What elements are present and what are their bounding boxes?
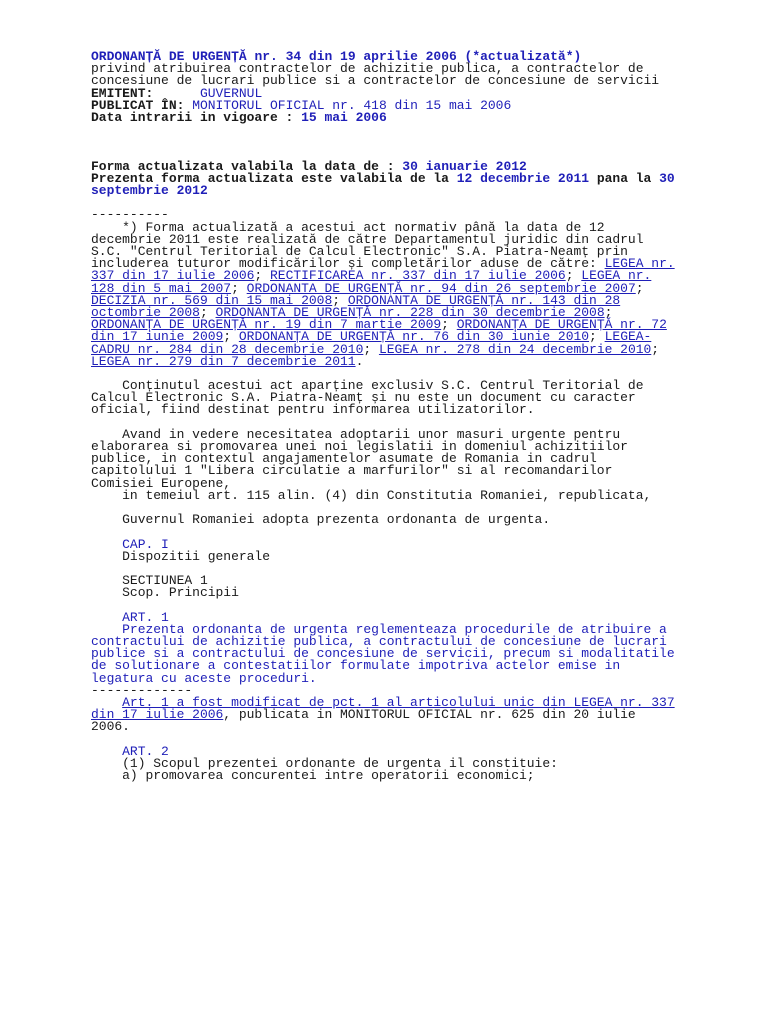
link-legea-128-b[interactable]: 128 din 5 mai 2007	[91, 280, 232, 296]
art1-line-3: publice si a contractului de concesiune de servicii, precum si modalitatile	[91, 646, 675, 662]
valabila-label: Prezenta forma actualizata este valabila de la	[91, 170, 449, 186]
note-line-11: CADRU nr. 284 din 28 decembrie 2010; LEGEA nr. 278 din 24 decembrie 2010;	[91, 341, 660, 357]
link-legea-279[interactable]: LEGEA nr. 279 din 7 decembrie 2011	[91, 353, 356, 369]
forma-label: Forma actualizata valabila la data de :	[91, 158, 395, 174]
note-line-9: ORDONANȚA DE URGENȚĂ nr. 19 din 7 martie 2009; ORDONANȚA DE URGENȚĂ nr. 72	[91, 317, 667, 333]
art2-line-2: a) promovarea concurentei intre operatorii economici;	[91, 768, 535, 784]
link-oug-143-a[interactable]: ORDONANTA DE URGENȚĂ nr. 143 din 28	[347, 292, 621, 308]
note-text: includerea tuturor modificărilor și completărilor aduse de către:	[91, 256, 597, 272]
section-title: Scop. Principii	[91, 585, 239, 601]
forma-date: 30 ianuarie 2012	[402, 158, 527, 174]
link-legea-cadru-b[interactable]: CADRU nr. 284 din 28 decembrie 2010	[91, 341, 364, 357]
subtitle-line-2: concesiune de lucrari publice si a contractelor de concesiune de servicii	[91, 73, 660, 89]
link-legea-278[interactable]: LEGEA nr. 278 din 24 decembrie 2010	[378, 341, 652, 357]
note-line-7: DECIZIA nr. 569 din 15 mai 2008; ORDONANTA DE URGENȚĂ nr. 143 din 28	[91, 292, 621, 308]
art1-mod-rest: , publicata in MONITORUL OFICIAL nr. 625 din 20 iulie	[223, 707, 636, 723]
valabila-from: 12 decembrie 2011	[456, 170, 590, 186]
valabila-to-b: septembrie 2012	[91, 183, 208, 199]
art1-mod-line-3: 2006.	[91, 719, 130, 735]
note-line-8: octombrie 2008; ORDONANTA DE URGENȚĂ nr. 228 din 30 decembrie 2008;	[91, 304, 613, 320]
link-oug-143-b[interactable]: octombrie 2008	[91, 304, 200, 320]
chapter-label: CAP. I	[91, 536, 169, 552]
art1-separator: -------------	[91, 682, 193, 698]
valabila-mid: pana la	[596, 170, 652, 186]
art1-line-2: contractului de achizitie publica, a contractului de concesiune de lucrari	[91, 634, 667, 649]
link-oug-72-b[interactable]: din 17 iunie 2009	[91, 329, 224, 345]
art1-mod-line-2	[91, 709, 761, 721]
link-art1-legea-337-date[interactable]: din 17 iulie 2006	[91, 707, 224, 723]
publicat-label: PUBLICAT ÎN:	[91, 97, 185, 113]
note-line-5: 337 din 17 iulie 2006; RECTIFICAREA nr. 337 din 17 iulie 2006; LEGEA nr.	[91, 268, 652, 284]
art1-line-5: legatura cu aceste proceduri.	[91, 670, 317, 686]
link-oug-76[interactable]: ORDONANȚA DE URGENȚĂ nr. 76 din 30 iunie 2010	[238, 329, 590, 345]
link-decizia-569[interactable]: DECIZIA nr. 569 din 15 mai 2008	[91, 292, 333, 308]
emitent-value: GUVERNUL	[199, 85, 263, 101]
preambul-line-4: capitolului 1 "Libera circulatie a marfurilor" si al recomandarilor	[91, 463, 613, 479]
continut-line-2: Calcul Electronic S.A. Piatra-Neamț și nu este un document cu caracter	[91, 390, 636, 406]
preambul-line-7: Guvernul Romaniei adopta prezenta ordonanta de urgenta.	[91, 512, 551, 528]
continut-line-1: Conținutul acestui act aparține exclusiv S.C. Centrul Teritorial de	[91, 378, 644, 394]
art1-line-4: de solutionare a contestatiilor formulate impotriva actelor emise in	[91, 658, 621, 674]
link-rectificarea-337[interactable]: RECTIFICAREA nr. 337 din 17 iulie 2006	[270, 268, 566, 284]
preambul-line-5: Comisiei Europene,	[91, 475, 232, 491]
valabila-to-a: 30	[659, 170, 675, 186]
chapter-title: Dispozitii generale	[91, 548, 270, 564]
separator: ----------	[91, 207, 169, 223]
link-oug-228[interactable]: ORDONANTA DE URGENȚĂ nr. 228 din 30 decembrie 2008	[215, 304, 605, 320]
note-line-1: *) Forma actualizată a acestui act normativ până la data de 12	[91, 219, 605, 235]
link-legea-cadru-a[interactable]: LEGEA-	[604, 329, 652, 345]
emitent-label: EMITENT:	[91, 85, 154, 101]
note-line-12: LEGEA nr. 279 din 7 decembrie 2011.	[91, 353, 364, 369]
data-vigoare-value: 15 mai 2006	[301, 109, 387, 125]
art1-label: ART. 1	[91, 609, 169, 625]
art2-label: ART. 2	[91, 743, 169, 759]
link-legea-128-a[interactable]: LEGEA nr.	[581, 268, 652, 284]
continut-line-3: oficial, fiind destinat pentru informarea utilizatorilor.	[91, 402, 535, 418]
section-label: SECTIUNEA 1	[91, 573, 208, 589]
preambul-line-3: publice, in contextul angajamentelor asumate de Romania in cadrul	[91, 451, 597, 467]
document-page	[91, 51, 761, 782]
link-legea-337-a[interactable]: LEGEA nr.	[604, 256, 675, 272]
note-line-2: decembrie 2011 este realizată de către Departamentul juridic din cadrul	[91, 231, 644, 247]
preambul-line-1: Avand in vedere necesitatea adoptarii unor masuri urgente pentru	[91, 426, 621, 442]
link-oug-94[interactable]: ORDONANTA DE URGENȚĂ nr. 94 din 26 septembrie 2007	[246, 280, 636, 296]
title-prefix: ORDONANȚĂ DE URGENȚĂ	[91, 49, 247, 64]
forma-line-3	[91, 185, 761, 197]
link-art1-modificat[interactable]: Art. 1 a fost modificat de pct. 1 al articolului unic din LEGEA nr. 337	[122, 694, 675, 710]
data-vigoare-label: Data intrarii in vigoare :	[91, 109, 294, 125]
note-line-3: S.C. "Centrul Teritorial de Calcul Electronic" S.A. Piatra-Neamț prin	[91, 244, 628, 259]
note-line-6: 128 din 5 mai 2007; ORDONANTA DE URGENȚĂ nr. 94 din 26 septembrie 2007;	[91, 280, 644, 296]
publicat-value: MONITORUL OFICIAL nr. 418 din 15 mai 2006	[192, 97, 512, 113]
link-oug-19[interactable]: ORDONANȚA DE URGENȚĂ nr. 19 din 7 martie 2009	[91, 317, 442, 333]
note-line-10: din 17 iunie 2009; ORDONANȚA DE URGENȚĂ nr. 76 din 30 iunie 2010; LEGEA-	[91, 329, 652, 345]
data-vigoare-line	[91, 109, 761, 125]
link-oug-72-a[interactable]: ORDONANȚA DE URGENȚĂ nr. 72	[456, 317, 667, 333]
preambul-line-2: elaborarea si promovarea unei noi legislatii in domeniul achizitiilor	[91, 439, 628, 454]
art1-line-1: Prezenta ordonanta de urgenta reglementeaza procedurile de atribuire a	[91, 621, 667, 637]
subtitle-line-1: privind atribuirea contractelor de achizitie publica, a contractelor de	[91, 61, 644, 77]
preambul-line-6: in temeiul art. 115 alin. (4) din Constitutia Romaniei, republicata,	[91, 487, 652, 503]
art2-line-1: (1) Scopul prezentei ordonante de urgenta il constituie:	[91, 755, 558, 771]
link-legea-337-b[interactable]: 337 din 17 iulie 2006	[91, 268, 255, 284]
title-number: nr. 34 din 19 aprilie 2006 (*actualizată*)	[254, 49, 582, 64]
